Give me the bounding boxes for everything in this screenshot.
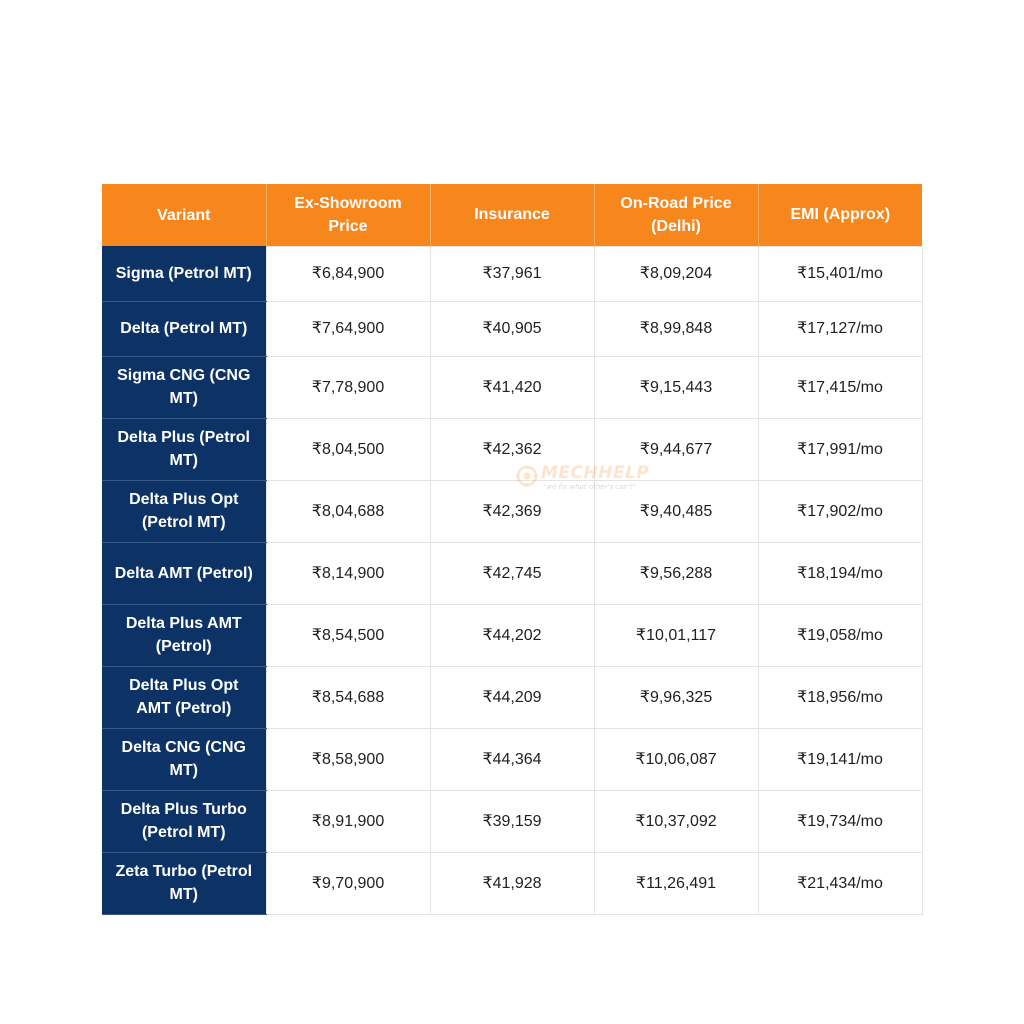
emi-cell: ₹19,141/mo (758, 728, 922, 790)
insurance-cell: ₹41,928 (430, 852, 594, 914)
insurance-cell: ₹42,745 (430, 542, 594, 604)
ex-showroom-cell: ₹7,78,900 (266, 356, 430, 418)
emi-cell: ₹17,127/mo (758, 301, 922, 356)
table-header-row (102, 184, 922, 246)
on-road-cell: ₹9,40,485 (594, 480, 758, 542)
emi-cell: ₹17,902/mo (758, 480, 922, 542)
insurance-cell: ₹42,369 (430, 480, 594, 542)
header-variant: Variant (102, 184, 266, 246)
table-row (102, 604, 922, 666)
insurance-cell: ₹41,420 (430, 356, 594, 418)
on-road-cell: ₹9,44,677 (594, 418, 758, 480)
table-row (102, 666, 922, 728)
table-row (102, 246, 922, 301)
emi-cell: ₹18,956/mo (758, 666, 922, 728)
ex-showroom-cell: ₹7,64,900 (266, 301, 430, 356)
emi-cell: ₹19,734/mo (758, 790, 922, 852)
variant-cell: Delta Plus AMT (Petrol) (102, 604, 266, 666)
ex-showroom-cell: ₹8,91,900 (266, 790, 430, 852)
emi-cell: ₹19,058/mo (758, 604, 922, 666)
header-insurance: Insurance (430, 184, 594, 246)
table-row (102, 542, 922, 604)
variant-cell: Delta Plus Opt AMT (Petrol) (102, 666, 266, 728)
emi-cell: ₹17,415/mo (758, 356, 922, 418)
insurance-cell: ₹44,202 (430, 604, 594, 666)
on-road-cell: ₹10,01,117 (594, 604, 758, 666)
table-row (102, 356, 922, 418)
insurance-cell: ₹37,961 (430, 246, 594, 301)
ex-showroom-cell: ₹9,70,900 (266, 852, 430, 914)
variant-cell: Delta Plus Turbo (Petrol MT) (102, 790, 266, 852)
variant-cell: Delta (Petrol MT) (102, 301, 266, 356)
table-row (102, 790, 922, 852)
on-road-cell: ₹10,37,092 (594, 790, 758, 852)
table-row (102, 480, 922, 542)
variant-cell: Sigma CNG (CNG MT) (102, 356, 266, 418)
table-row (102, 418, 922, 480)
ex-showroom-cell: ₹8,58,900 (266, 728, 430, 790)
header-on-road: On-Road Price (Delhi) (594, 184, 758, 246)
ex-showroom-cell: ₹8,14,900 (266, 542, 430, 604)
table-row (102, 728, 922, 790)
insurance-cell: ₹44,209 (430, 666, 594, 728)
emi-cell: ₹18,194/mo (758, 542, 922, 604)
ex-showroom-cell: ₹8,54,500 (266, 604, 430, 666)
variant-cell: Delta Plus (Petrol MT) (102, 418, 266, 480)
header-ex-showroom: Ex-Showroom Price (266, 184, 430, 246)
on-road-cell: ₹11,26,491 (594, 852, 758, 914)
table-row (102, 301, 922, 356)
table-row (102, 852, 922, 914)
emi-cell: ₹17,991/mo (758, 418, 922, 480)
variant-cell: Zeta Turbo (Petrol MT) (102, 852, 266, 914)
emi-cell: ₹15,401/mo (758, 246, 922, 301)
variant-cell: Delta CNG (CNG MT) (102, 728, 266, 790)
on-road-cell: ₹9,96,325 (594, 666, 758, 728)
insurance-cell: ₹39,159 (430, 790, 594, 852)
on-road-cell: ₹9,56,288 (594, 542, 758, 604)
on-road-cell: ₹8,99,848 (594, 301, 758, 356)
emi-cell: ₹21,434/mo (758, 852, 922, 914)
insurance-cell: ₹42,362 (430, 418, 594, 480)
insurance-cell: ₹40,905 (430, 301, 594, 356)
price-table (102, 184, 923, 915)
watermark-tagline: "we fix what other's can't" (543, 483, 636, 491)
watermark-brand: MECHHELP (541, 463, 650, 483)
variant-cell: Delta AMT (Petrol) (102, 542, 266, 604)
on-road-cell: ₹8,09,204 (594, 246, 758, 301)
on-road-cell: ₹9,15,443 (594, 356, 758, 418)
ex-showroom-cell: ₹8,04,500 (266, 418, 430, 480)
ex-showroom-cell: ₹8,54,688 (266, 666, 430, 728)
ex-showroom-cell: ₹6,84,900 (266, 246, 430, 301)
variant-cell: Delta Plus Opt (Petrol MT) (102, 480, 266, 542)
variant-cell: Sigma (Petrol MT) (102, 246, 266, 301)
on-road-cell: ₹10,06,087 (594, 728, 758, 790)
ex-showroom-cell: ₹8,04,688 (266, 480, 430, 542)
insurance-cell: ₹44,364 (430, 728, 594, 790)
header-emi: EMI (Approx) (758, 184, 922, 246)
